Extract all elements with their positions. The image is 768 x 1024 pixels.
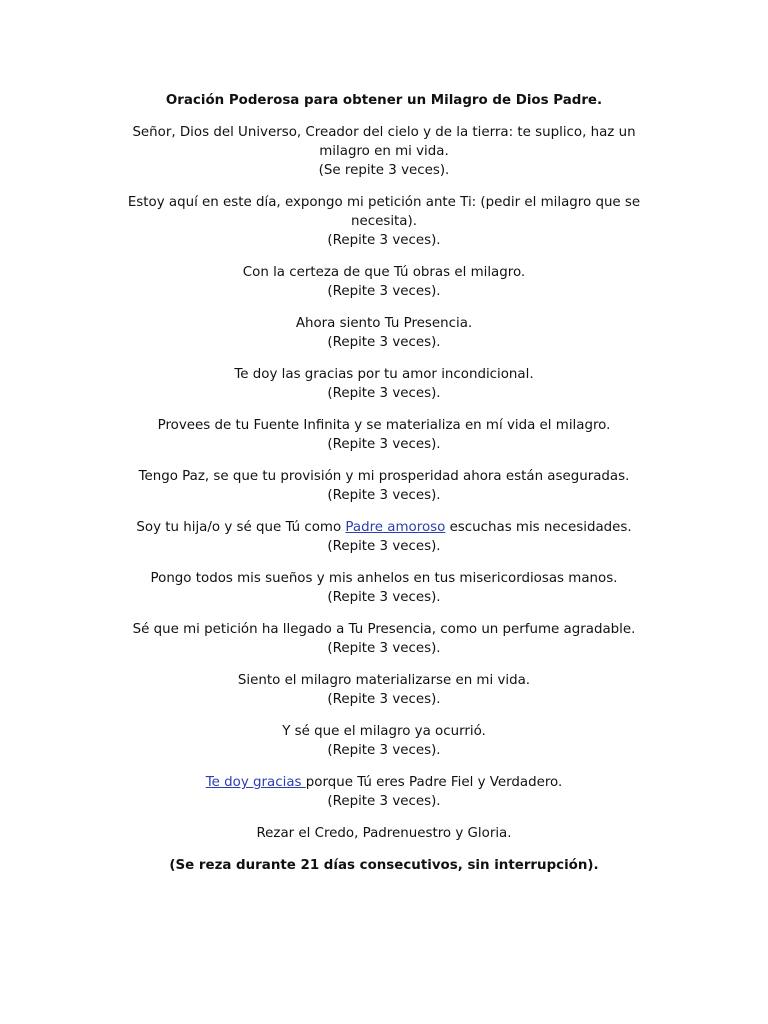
stanza-text [112,518,656,537]
stanza-8 [112,518,656,556]
stanza-1 [112,123,656,180]
stanza-repeat: (Repite 3 veces). [327,284,441,299]
stanza-text: Y sé que el milagro ya ocurrió. [282,724,486,739]
stanza-repeat: (Repite 3 veces). [327,335,441,350]
stanza-3 [112,263,656,301]
stanza-text [112,773,656,792]
stanza-2 [112,193,656,250]
stanza-text: Tengo Paz, se que tu provisión y mi prosperidad ahora están aseguradas. [138,469,630,484]
stanza-13 [112,773,656,811]
document-title: Oración Poderosa para obtener un Milagro de Dios Padre. [165,93,603,108]
stanza-text: Estoy aquí en este día, expongo mi petición ante Ti: (pedir el milagro que se necesita). [127,195,641,229]
stanza-14 [112,824,656,843]
stanza-11 [112,671,656,709]
closing-instruction: (Se reza durante 21 días consecutivos, sin interrupción). [169,858,599,873]
stanza-repeat: (Repite 3 veces). [327,539,441,554]
stanza-repeat: (Repite 3 veces). [327,590,441,605]
text-after-link: porque Tú eres Padre Fiel y Verdadero. [305,775,563,790]
stanza-9 [112,569,656,607]
stanza-6 [112,416,656,454]
stanza-10 [112,620,656,658]
stanza-repeat: (Repite 3 veces). [327,743,441,758]
text-before-link: Soy tu hija/o y sé que Tú como [136,520,346,535]
stanza-7 [112,467,656,505]
stanza-repeat: (Repite 3 veces). [327,386,441,401]
stanza-repeat: (Repite 3 veces). [327,233,441,248]
stanza-repeat: (Repite 3 veces). [327,437,441,452]
stanza-repeat: (Repite 3 veces). [327,794,441,809]
prayer-content [112,91,656,875]
te-doy-gracias-link[interactable]: Te doy gracias [205,775,306,790]
stanza-12 [112,722,656,760]
stanza-text: Ahora siento Tu Presencia. [295,316,473,331]
stanza-4 [112,314,656,352]
stanza-repeat: (Repite 3 veces). [327,641,441,656]
stanza-text: Señor, Dios del Universo, Creador del cielo y de la tierra: te suplico, haz un milagro en mi vida. [132,125,636,159]
stanza-repeat: (Repite 3 veces). [327,692,441,707]
stanza-repeat: (Repite 3 veces). [327,488,441,503]
stanza-text: Pongo todos mis sueños y mis anhelos en tus misericordiosas manos. [150,571,618,586]
stanza-text: Provees de tu Fuente Infinita y se materializa en mí vida el milagro. [157,418,611,433]
text-after-link: escuchas mis necesidades. [445,520,632,535]
stanza-text: Con la certeza de que Tú obras el milagro. [242,265,526,280]
stanza-text: Rezar el Credo, Padrenuestro y Gloria. [256,826,512,841]
stanza-text: Te doy las gracias por tu amor incondicional. [234,367,534,382]
stanza-5 [112,365,656,403]
stanza-text: Siento el milagro materializarse en mi vida. [237,673,531,688]
stanza-repeat: (Se repite 3 veces). [318,163,450,178]
stanza-text: Sé que mi petición ha llegado a Tu Presencia, como un perfume agradable. [132,622,636,637]
padre-amoroso-link[interactable]: Padre amoroso [345,520,446,535]
